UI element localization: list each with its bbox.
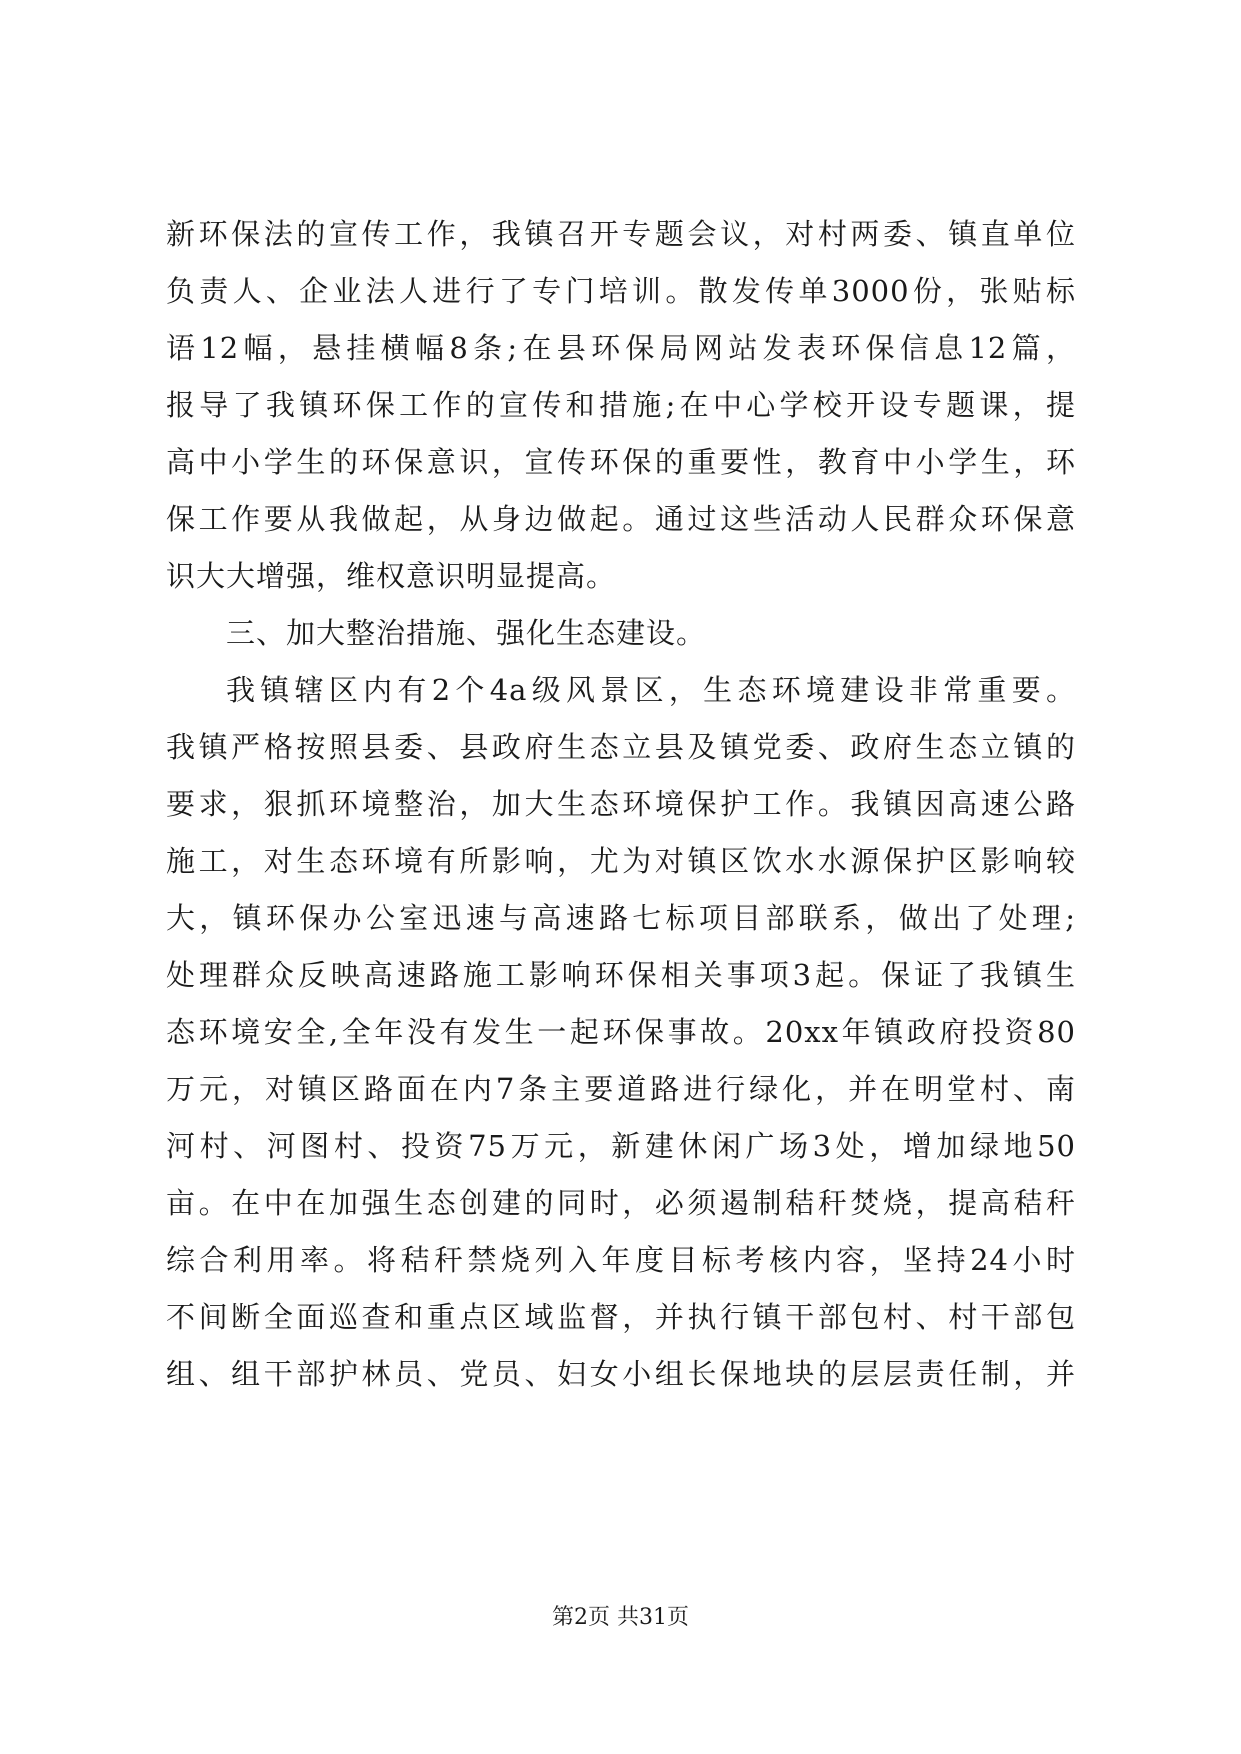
text-line: 大，镇环保办公室迅速与高速路七标项目部联系，做出了处理; [166,901,1076,935]
text-line: 态环境安全,全年没有发生一起环保事故。20xx年镇政府投资80 [166,1015,1076,1049]
text-line: 高中小学生的环保意识，宣传环保的重要性，教育中小学生，环 [166,445,1076,479]
text-line: 组、组干部护林员、党员、妇女小组长保地块的层层责任制，并 [166,1357,1076,1391]
text-line: 保工作要从我做起，从身边做起。通过这些活动人民群众环保意 [166,502,1076,536]
text-line: 报导了我镇环保工作的宣传和措施;在中心学校开设专题课，提 [166,388,1076,422]
text-line: 语12幅，悬挂横幅8条;在县环保局网站发表环保信息12篇， [166,331,1076,365]
text-line: 亩。在中在加强生态创建的同时，必须遏制秸秆焚烧，提高秸秆 [166,1186,1076,1220]
text-line: 万元，对镇区路面在内7条主要道路进行绿化，并在明堂村、南 [166,1072,1076,1106]
text-line: 要求，狠抓环境整治，加大生态环境保护工作。我镇因高速公路 [166,787,1076,821]
text-line: 我镇辖区内有2个4a级风景区，生态环境建设非常重要。 [226,673,1076,707]
section-heading: 三、加大整治措施、强化生态建设。 [226,616,707,650]
text-line: 综合利用率。将秸秆禁烧列入年度目标考核内容，坚持24小时 [166,1243,1076,1277]
page-number-footer: 第2页 共31页 [552,1605,689,1630]
text-line: 我镇严格按照县委、县政府生态立县及镇党委、政府生态立镇的 [166,730,1076,764]
text-line: 处理群众反映高速路施工影响环保相关事项3起。保证了我镇生 [166,958,1076,992]
text-line: 河村、河图村、投资75万元，新建休闲广场3处，增加绿地50 [166,1129,1076,1163]
text-line: 识大大增强，维权意识明显提高。 [166,559,617,593]
text-line: 负责人、企业法人进行了专门培训。散发传单3000份，张贴标 [166,274,1076,308]
text-line: 新环保法的宣传工作，我镇召开专题会议，对村两委、镇直单位 [166,217,1076,251]
text-line: 施工，对生态环境有所影响，尤为对镇区饮水水源保护区影响较 [166,844,1076,878]
text-line: 不间断全面巡查和重点区域监督，并执行镇干部包村、村干部包 [166,1300,1076,1334]
